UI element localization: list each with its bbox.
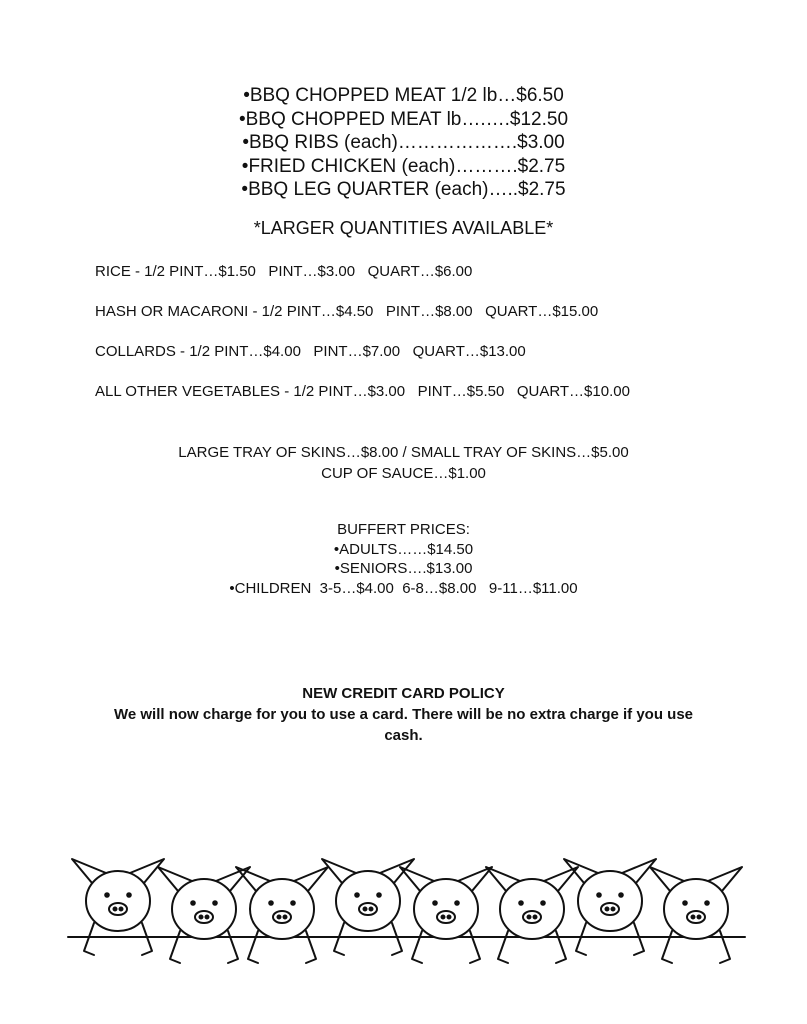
pig-icon (236, 867, 328, 963)
side-item-collards: COLLARDS - 1/2 PINT…$4.00 PINT…$7.00 QUART…$13.00 (95, 343, 526, 360)
meat-item-chopped-lb: •BBQ CHOPPED MEAT lb….….$12.50 (238, 108, 569, 130)
side-item-hash-macaroni: HASH OR MACARONI - 1/2 PINT…$4.50 PINT…$8.00 QUART…$15.00 (95, 303, 599, 320)
policy-text: We will now charge for you to use a card. There will be no extra charge if you use cash. (113, 706, 694, 744)
buffet-adults-price: •ADULTS……$14.50 (333, 540, 474, 558)
buffet-children-price: •CHILDREN 3-5…$4.00 6-8…$8.00 9-11…$11.00 (229, 579, 578, 597)
meat-item-fried-chicken: •FRIED CHICKEN (each)……….$2.75 (241, 155, 566, 177)
side-item-other-vegetables: ALL OTHER VEGETABLES - 1/2 PINT…$3.00 PINT…$5.50 QUART…$10.00 (95, 383, 630, 400)
meat-price-list (0, 84, 807, 202)
pig-icon (650, 867, 742, 963)
side-item-rice: RICE - 1/2 PINT…$1.50 PINT…$3.00 QUART…$6.00 (95, 263, 473, 280)
sauce-price: CUP OF SAUCE…$1.00 (321, 465, 486, 482)
pig-icon (322, 859, 414, 955)
credit-card-policy (0, 683, 807, 746)
pigs-on-fence-icon (0, 845, 807, 975)
pig-icon (564, 859, 656, 955)
buffet-heading: BUFFERT PRICES: (337, 521, 470, 538)
larger-quantities-note: *LARGER QUANTITIES AVAILABLE* (253, 218, 554, 238)
pig-icon (486, 867, 578, 963)
pig-icon (400, 867, 492, 963)
buffet-section (0, 520, 807, 598)
extras-section (0, 442, 807, 484)
meat-item-leg-quarter: •BBQ LEG QUARTER (each)…..$2.75 (241, 179, 566, 200)
pig-icon (72, 859, 164, 955)
skins-price: LARGE TRAY OF SKINS…$8.00 / SMALL TRAY OF SKINS…$5.00 (178, 444, 629, 461)
buffet-seniors-price: •SENIORS….$13.00 (334, 560, 473, 577)
policy-title: NEW CREDIT CARD POLICY (302, 685, 505, 702)
pig-icon (158, 867, 250, 963)
meat-item-chopped-half: •BBQ CHOPPED MEAT 1/2 lb…$6.50 (243, 85, 564, 106)
meat-item-ribs: •BBQ RIBS (each)……………….$3.00 (242, 132, 565, 153)
